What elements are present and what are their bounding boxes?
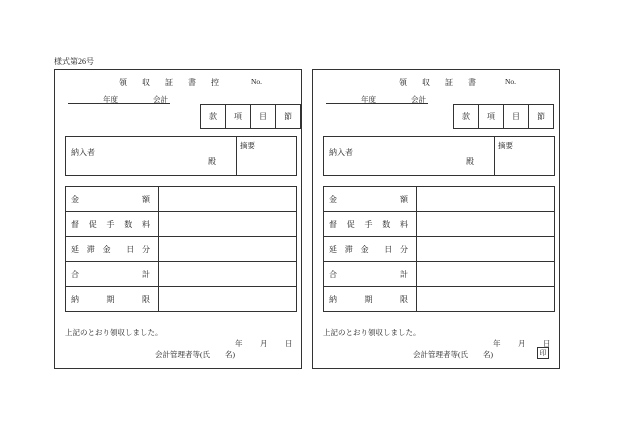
- receipt-stub-panel: [54, 69, 302, 369]
- row-label-amount: [324, 187, 417, 212]
- value-cell: [417, 187, 555, 212]
- form-number: 様式第26号: [54, 57, 94, 66]
- payer-divider: [236, 137, 237, 175]
- table-row: [324, 262, 555, 287]
- table-row: [324, 212, 555, 237]
- label-char: 限: [142, 294, 150, 304]
- title-char: 証: [445, 78, 453, 87]
- table-row: [66, 262, 297, 287]
- receipt-title: [55, 77, 301, 87]
- value-cell: [159, 187, 297, 212]
- label-char: 督: [71, 219, 79, 229]
- row-label-total: [324, 262, 417, 287]
- table-row: [324, 187, 555, 212]
- label-char: 日: [126, 244, 135, 254]
- fiscal-year-line: [326, 94, 428, 104]
- row-label-late-fee: [66, 237, 159, 262]
- value-cell: [159, 262, 297, 287]
- fiscal-year-line: [68, 94, 170, 104]
- label-char: 額: [400, 194, 408, 204]
- value-cell: [417, 262, 555, 287]
- row-label-amount: [66, 187, 159, 212]
- label-char: 期: [364, 294, 373, 304]
- fiscal-year-label: 年度: [103, 95, 118, 104]
- table-row: [66, 187, 297, 212]
- label-char: 分: [399, 244, 408, 254]
- date-day-char: 日: [543, 339, 551, 348]
- label-char: 納: [71, 294, 79, 304]
- row-label-reminder-fee: [324, 212, 417, 237]
- title-char: 控: [211, 78, 219, 87]
- row-label-total: [66, 262, 159, 287]
- label-char: 計: [400, 269, 408, 279]
- receipt-panel: [312, 69, 560, 369]
- seal-mark: 印: [537, 347, 549, 359]
- amount-table: [65, 186, 297, 312]
- label-char: 促: [346, 219, 355, 229]
- label-char: 料: [142, 219, 150, 229]
- value-cell: [417, 212, 555, 237]
- summary-label: 摘要: [240, 141, 255, 150]
- label-char: 合: [329, 269, 337, 279]
- label-char: 延: [71, 244, 79, 254]
- label-char: 手: [364, 219, 373, 229]
- budget-header: 項: [226, 105, 251, 129]
- budget-header: 節: [529, 105, 554, 129]
- value-cell: [159, 237, 297, 262]
- manager-label: 会計管理者等(氏 名): [155, 350, 235, 359]
- budget-header: 款: [454, 105, 479, 129]
- title-char: 証: [165, 78, 173, 87]
- label-char: 金: [329, 194, 337, 204]
- label-char: 滞: [86, 244, 95, 254]
- row-label-reminder-fee: [66, 212, 159, 237]
- amount-table: [323, 186, 555, 312]
- label-char: 滞: [344, 244, 353, 254]
- payer-label: 納入者: [71, 148, 95, 157]
- table-row: [66, 237, 297, 262]
- date-year-char: 年: [235, 339, 243, 348]
- label-char: 限: [400, 294, 408, 304]
- account-label: 会計: [153, 95, 168, 104]
- payer-box: [65, 136, 297, 176]
- account-label: 会計: [411, 95, 426, 104]
- title-char: 収: [142, 78, 150, 87]
- label-char: 計: [142, 269, 150, 279]
- table-row: [66, 212, 297, 237]
- title-char: 収: [422, 78, 430, 87]
- label-char: 数: [382, 219, 391, 229]
- label-char: 金: [360, 244, 369, 254]
- table-row: [66, 287, 297, 312]
- budget-classification-table: [453, 104, 554, 129]
- value-cell: [417, 237, 555, 262]
- label-char: 金: [71, 194, 79, 204]
- fiscal-year-label: 年度: [361, 95, 376, 104]
- title-char: 領: [119, 78, 127, 87]
- label-char: 納: [329, 294, 337, 304]
- payer-label: 納入者: [329, 148, 353, 157]
- payer-divider: [494, 137, 495, 175]
- label-char: 日: [384, 244, 393, 254]
- label-char: 数: [124, 219, 133, 229]
- table-row: [324, 237, 555, 262]
- value-cell: [417, 287, 555, 312]
- manager-label: 会計管理者等(氏 名): [413, 350, 493, 359]
- value-cell: [159, 212, 297, 237]
- payer-suffix: 殿: [466, 157, 474, 166]
- label-char: 分: [141, 244, 150, 254]
- receipt-no-label: No.: [505, 77, 517, 86]
- date-month-char: 月: [260, 339, 268, 348]
- payer-box: [323, 136, 555, 176]
- label-char: 額: [142, 194, 150, 204]
- label-char: 延: [329, 244, 337, 254]
- receipt-no-label: No.: [251, 77, 263, 86]
- budget-header: 目: [504, 105, 529, 129]
- budget-classification-table: [200, 104, 301, 129]
- title-char: 領: [399, 78, 407, 87]
- label-char: 促: [88, 219, 97, 229]
- receipt-statement: 上記のとおり領収しました。: [65, 328, 163, 337]
- table-row: [324, 287, 555, 312]
- label-char: 督: [329, 219, 337, 229]
- label-char: 金: [102, 244, 111, 254]
- label-char: 合: [71, 269, 79, 279]
- budget-header: 目: [251, 105, 276, 129]
- budget-header: 項: [479, 105, 504, 129]
- budget-header: 節: [276, 105, 301, 129]
- title-char: 書: [468, 78, 476, 87]
- label-char: 手: [106, 219, 115, 229]
- date-month-char: 月: [518, 339, 526, 348]
- row-label-due-date: [324, 287, 417, 312]
- summary-label: 摘要: [498, 141, 513, 150]
- title-char: 書: [188, 78, 196, 87]
- payer-suffix: 殿: [208, 157, 216, 166]
- row-label-late-fee: [324, 237, 417, 262]
- date-year-char: 年: [493, 339, 501, 348]
- row-label-due-date: [66, 287, 159, 312]
- value-cell: [159, 287, 297, 312]
- receipt-title: [313, 77, 559, 87]
- label-char: 期: [106, 294, 115, 304]
- budget-header: 款: [201, 105, 226, 129]
- label-char: 料: [400, 219, 408, 229]
- receipt-statement: 上記のとおり領収しました。: [323, 328, 421, 337]
- date-day-char: 日: [285, 339, 293, 348]
